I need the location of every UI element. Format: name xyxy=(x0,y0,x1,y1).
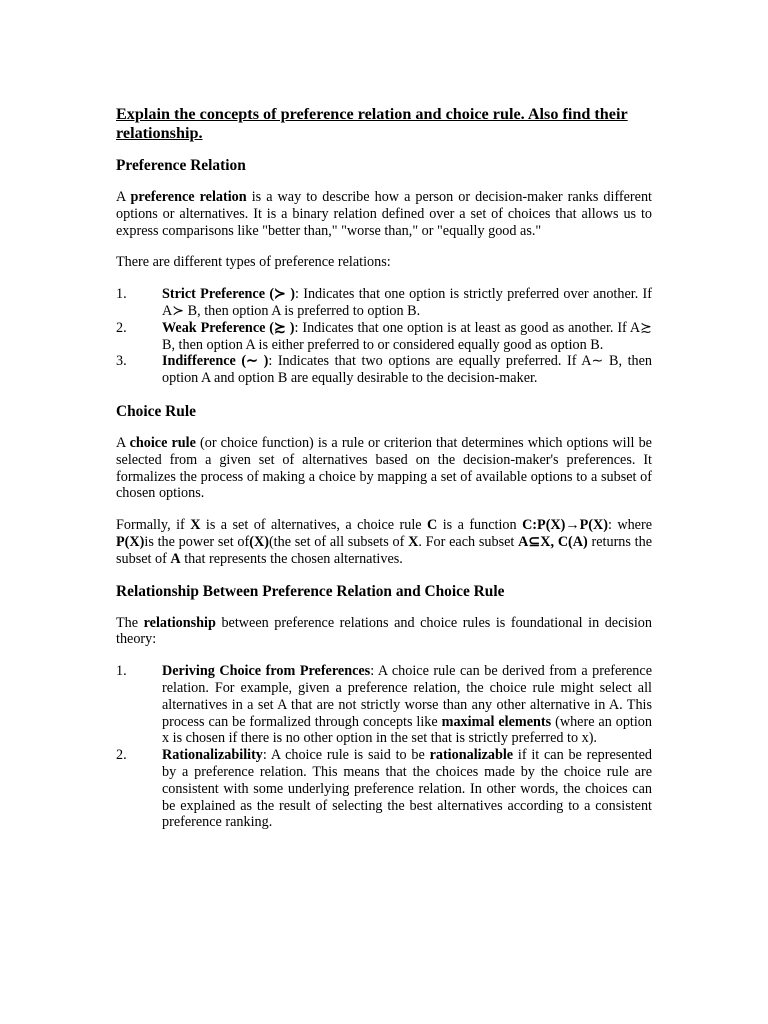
paragraph-choice-formal xyxy=(116,517,652,567)
bold-symbol: C(A) xyxy=(557,533,588,550)
list-text: : Indicates that one option is strictly preferred over another. If A≻ B, then option A is preferred to option B. xyxy=(162,286,652,319)
bold-symbol: C xyxy=(427,517,438,534)
bold-term: Rationalizability xyxy=(162,747,263,764)
list-text: : Indicates that one option is at least as good as another. If A≿ B, then option A is either preferred to or considered equally good as option B. xyxy=(162,319,653,353)
bold-symbol: A⊆X, xyxy=(518,533,555,550)
heading-preference-relation: Preference Relation xyxy=(116,157,246,174)
list-number: 2. xyxy=(116,747,127,764)
heading-relationship: Relationship Between Preference Relation and Choice Rule xyxy=(116,582,505,600)
text-run: (or choice function) is a rule or criterion that determines which options will be selected from a given set of alternatives based on the decision-maker's preferences. It formalizes the process of making a choice by mapping a set of available options to a subset of chosen options. xyxy=(116,434,652,502)
paragraph-types-intro: There are different types of preference relations: xyxy=(116,254,391,271)
text-run: is a way to describe how a person or decision-maker ranks different options or alternatives. It is a binary relation defined over a set of choices that allows us to express comparisons like "better than," "worse than," or "equally good as." xyxy=(116,189,652,239)
text-run: between preference relations and choice rules is foundational in decision theory: xyxy=(116,614,652,648)
heading-choice-rule: Choice Rule xyxy=(116,402,196,420)
list-text: : Indicates that two options are equally preferred. If A∼ B, then option A and option B are equally desirable to the decision-maker. xyxy=(162,353,652,387)
list-item xyxy=(116,353,652,387)
text-run: that represents the chosen alternatives. xyxy=(180,550,403,567)
bold-term: Deriving Choice from Preferences xyxy=(162,663,371,680)
list-item xyxy=(116,747,652,831)
text-run: returns the subset of xyxy=(116,533,653,567)
text-run: . For each subset xyxy=(418,533,519,550)
bold-symbol: A xyxy=(170,550,181,567)
bold-symbol: (X) xyxy=(249,533,269,550)
list-item xyxy=(116,286,652,320)
text-run: is a set of alternatives, a choice rule xyxy=(200,517,428,534)
bold-term: Strict Preference (≻ ) xyxy=(162,286,295,303)
text-run: The xyxy=(116,614,144,631)
text-run: Formally, if xyxy=(116,517,191,534)
paragraph-preference-definition xyxy=(116,189,652,239)
bold-symbol: P(X) xyxy=(116,533,145,550)
list-text: : A choice rule can be derived from a preference relation. For example, given a preference relation, the choice rule might select all alternatives in a set A that are not strictly worse than any other alternative in A. This process can be formalized through concepts like xyxy=(162,663,652,730)
list-text: (where an option x is chosen if there is no other option in the set that is strictly preferred to x). xyxy=(162,713,652,747)
bold-term: relationship xyxy=(143,614,216,631)
list-item xyxy=(116,320,652,354)
list-relationship-points xyxy=(116,663,652,831)
bold-term: Indifference (∼ ) xyxy=(162,353,269,370)
bold-symbol: X xyxy=(190,517,201,534)
bold-term: maximal elements xyxy=(441,713,552,730)
text-run: A xyxy=(116,434,130,451)
bold-symbol: X xyxy=(408,533,419,550)
list-text: if it can be represented by a preference relation. This means that the choices made by the choice rule are consistent with some underlying preference relation. In other words, the choices can be explained as the result of selecting the best alternatives according to a consistent preference ranking. xyxy=(162,747,652,831)
list-preference-types xyxy=(116,286,652,387)
document-title: Explain the concepts of preference relation and choice rule. Also find their relationship. xyxy=(116,105,628,142)
text-run: is a function xyxy=(437,517,523,534)
bold-symbol: C:P(X)→P(X) xyxy=(522,517,608,534)
text-run: is the power set of xyxy=(144,533,250,550)
text-run: A xyxy=(116,189,131,205)
text-run: : where xyxy=(607,517,652,534)
document-body xyxy=(116,105,652,847)
bold-term: choice rule xyxy=(129,434,196,451)
list-number: 2. xyxy=(116,319,127,336)
bold-term: Weak Preference (≿ ) xyxy=(162,319,295,336)
list-item xyxy=(116,663,652,747)
list-number: 3. xyxy=(116,353,127,370)
paragraph-relationship-intro xyxy=(116,615,652,649)
bold-term: rationalizable xyxy=(429,747,514,764)
list-number: 1. xyxy=(116,286,127,303)
text-run: (the set of all subsets of xyxy=(268,533,409,550)
list-number: 1. xyxy=(116,663,127,680)
bold-term: preference relation xyxy=(130,189,247,205)
list-text: : A choice rule is said to be xyxy=(262,747,430,764)
paragraph-choice-definition xyxy=(116,435,652,502)
